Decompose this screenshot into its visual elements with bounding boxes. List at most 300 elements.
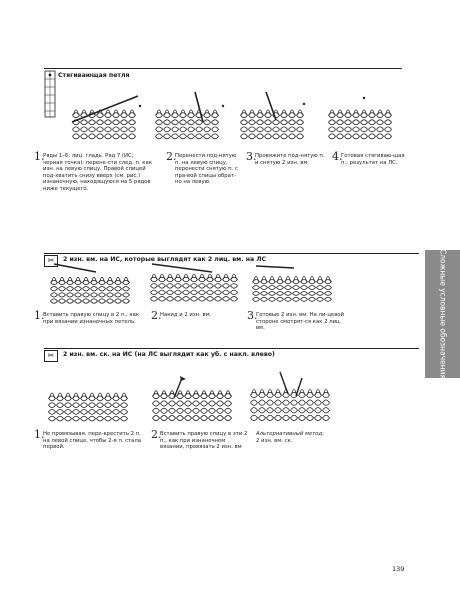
knit-stitch bbox=[353, 127, 360, 132]
knit-stitch bbox=[273, 127, 280, 132]
knit-stitch bbox=[196, 120, 203, 125]
needle-loop bbox=[194, 391, 199, 396]
knit-stitch bbox=[105, 134, 112, 139]
needle-loop bbox=[330, 110, 335, 115]
chapter-side-tab-label: Сложные условные обозначения bbox=[438, 248, 447, 380]
knit-stitch bbox=[289, 127, 296, 132]
needle-loop bbox=[213, 110, 218, 115]
knit-stitch bbox=[75, 299, 82, 303]
knit-stitch bbox=[81, 409, 88, 414]
knit-stitch bbox=[164, 127, 171, 132]
needle-loop bbox=[298, 110, 303, 115]
s2-step-3: 3. Готовые 2 изн. вм. На ли-цевой стороне смотрят-ся как 2 лиц. вм. bbox=[247, 309, 344, 332]
knit-stitch bbox=[317, 285, 324, 289]
knit-stitch bbox=[385, 134, 392, 139]
needle-loop bbox=[162, 391, 167, 396]
knit-stitch bbox=[217, 408, 224, 413]
knit-stitch bbox=[113, 409, 120, 414]
knit-stitch bbox=[67, 299, 74, 303]
needle-loop bbox=[98, 393, 103, 398]
knit-stitch bbox=[49, 403, 56, 408]
knit-stitch bbox=[267, 400, 274, 405]
knit-stitch bbox=[97, 416, 104, 421]
knit-stitch bbox=[201, 416, 208, 421]
knit-stitch bbox=[193, 408, 200, 413]
knit-stitch bbox=[185, 408, 192, 413]
knit-stitch bbox=[241, 127, 248, 132]
needle-loop bbox=[218, 391, 223, 396]
knit-stitch bbox=[89, 409, 96, 414]
knit-stitch bbox=[83, 293, 90, 297]
knit-stitch bbox=[241, 120, 248, 125]
needle-loop bbox=[208, 274, 213, 279]
s3-step-1: 1. Не провязывая, пере-крестить 2 п. на левой спице, чтобы 2-я п. стала первой. bbox=[34, 428, 142, 451]
knit-stitch bbox=[265, 127, 272, 132]
knit-stitch bbox=[107, 287, 114, 291]
s3-step-2: 2. Вставить правую спицу в эти 2 п., как при изнаночном вязании, провязать 2 изн. вм bbox=[151, 428, 248, 451]
needle-loop bbox=[200, 274, 205, 279]
needle-loop bbox=[84, 277, 89, 282]
knit-stitch bbox=[129, 134, 136, 139]
knit-stitch bbox=[251, 415, 258, 420]
needle-loop bbox=[74, 393, 79, 398]
knit-stitch bbox=[105, 409, 112, 414]
knit-stitch bbox=[273, 120, 280, 125]
knit-stitch bbox=[293, 285, 300, 289]
knit-stitch bbox=[65, 409, 72, 414]
illustration-s1-1 bbox=[72, 92, 142, 144]
knit-stitch bbox=[299, 400, 306, 405]
knit-stitch bbox=[201, 408, 208, 413]
knit-stitch bbox=[275, 408, 282, 413]
knit-stitch bbox=[91, 299, 98, 303]
knit-stitch bbox=[297, 127, 304, 132]
knit-stitch bbox=[113, 416, 120, 421]
needle-loop bbox=[189, 110, 194, 115]
knit-stitch bbox=[289, 134, 296, 139]
knit-stitch bbox=[281, 120, 288, 125]
needle-loop bbox=[58, 393, 63, 398]
s2-step-2: 2. Накид и 2 изн. вм. bbox=[151, 309, 212, 322]
knit-stitch bbox=[193, 416, 200, 421]
s3-alt bbox=[256, 431, 356, 444]
knit-stitch bbox=[207, 290, 214, 295]
illustration-s1-3 bbox=[240, 92, 310, 144]
knit-stitch bbox=[73, 403, 80, 408]
needle-loop bbox=[122, 393, 127, 398]
knit-stitch bbox=[209, 416, 216, 421]
knit-stitch bbox=[172, 120, 179, 125]
knit-stitch bbox=[151, 290, 158, 295]
knit-stitch bbox=[191, 290, 198, 295]
needle-loop bbox=[370, 110, 375, 115]
knit-stitch bbox=[267, 415, 274, 420]
s1-step-4: 4. Готовая стягиваю-щая п.; результат на ЛС. bbox=[332, 150, 405, 166]
knit-stitch bbox=[199, 290, 206, 295]
knit-stitch bbox=[377, 134, 384, 139]
knit-stitch bbox=[51, 299, 58, 303]
knit-stitch bbox=[89, 403, 96, 408]
knit-stitch bbox=[89, 120, 96, 125]
needle-loop bbox=[262, 276, 267, 281]
knit-stitch bbox=[83, 299, 90, 303]
knit-stitch bbox=[105, 120, 112, 125]
illustration-s3-3 bbox=[250, 370, 330, 426]
knit-stitch bbox=[193, 401, 200, 406]
needle-loop bbox=[124, 277, 129, 282]
knit-stitch bbox=[180, 134, 187, 139]
top-rule bbox=[44, 68, 402, 69]
knit-stitch bbox=[291, 400, 298, 405]
knit-stitch bbox=[301, 297, 308, 301]
needle-loop bbox=[242, 110, 247, 115]
knit-stitch bbox=[249, 134, 256, 139]
knit-stitch bbox=[81, 134, 88, 139]
needle-loop bbox=[76, 277, 81, 282]
knit-stitch bbox=[180, 120, 187, 125]
scissors-icon: ✂ bbox=[44, 255, 58, 267]
knit-stitch bbox=[361, 120, 368, 125]
needle-loop bbox=[74, 110, 79, 115]
knit-stitch bbox=[49, 416, 56, 421]
needle-loop bbox=[92, 277, 97, 282]
needle-loop bbox=[106, 393, 111, 398]
knit-stitch bbox=[323, 400, 330, 405]
knit-stitch bbox=[172, 134, 179, 139]
knit-stitch bbox=[297, 120, 304, 125]
knit-stitch bbox=[361, 127, 368, 132]
knit-stitch bbox=[249, 120, 256, 125]
needle-loop bbox=[176, 274, 181, 279]
needle-loop bbox=[168, 274, 173, 279]
knit-stitch bbox=[75, 287, 82, 291]
knit-stitch bbox=[215, 290, 222, 295]
needle-loop bbox=[66, 393, 71, 398]
knit-stitch bbox=[97, 403, 104, 408]
needle-loop bbox=[354, 110, 359, 115]
knit-stitch bbox=[121, 127, 128, 132]
knit-stitch bbox=[353, 134, 360, 139]
knit-stitch bbox=[283, 415, 290, 420]
knit-stitch bbox=[89, 134, 96, 139]
needle-loop bbox=[173, 110, 178, 115]
knit-stitch bbox=[159, 297, 166, 302]
knit-stitch bbox=[191, 284, 198, 289]
scissors-icon: ✂ bbox=[44, 350, 58, 362]
knit-stitch bbox=[180, 127, 187, 132]
knit-stitch bbox=[81, 120, 88, 125]
knit-stitch bbox=[212, 120, 219, 125]
knit-stitch bbox=[231, 290, 238, 295]
knit-stitch bbox=[167, 297, 174, 302]
s1-step-2: 2. Перенести под-нятую п. на левую спицу, перенести снятую п. с пра-вой спицы обрат-но на левую. bbox=[166, 150, 238, 186]
knit-stitch bbox=[251, 408, 258, 413]
knit-stitch bbox=[225, 401, 232, 406]
knit-stitch bbox=[121, 409, 128, 414]
section1-title: Стягивающая петля bbox=[58, 72, 130, 79]
illustration-s1-4 bbox=[328, 92, 398, 144]
knit-stitch bbox=[265, 134, 272, 139]
knit-stitch bbox=[121, 416, 128, 421]
knit-stitch bbox=[67, 287, 74, 291]
page-number: 139 bbox=[392, 565, 405, 573]
knit-stitch bbox=[261, 297, 268, 301]
knit-stitch bbox=[345, 134, 352, 139]
knit-stitch bbox=[325, 297, 332, 301]
knit-stitch bbox=[369, 134, 376, 139]
knit-stitch bbox=[329, 134, 336, 139]
knit-stitch bbox=[277, 285, 284, 289]
knit-stitch bbox=[291, 415, 298, 420]
needle-loop bbox=[266, 110, 271, 115]
knit-stitch bbox=[97, 120, 104, 125]
needle-loop bbox=[378, 110, 383, 115]
knit-stitch bbox=[183, 284, 190, 289]
needle-loop bbox=[130, 110, 135, 115]
knit-stitch bbox=[385, 127, 392, 132]
knit-stitch bbox=[257, 127, 264, 132]
knit-stitch bbox=[191, 297, 198, 302]
knit-stitch bbox=[299, 408, 306, 413]
needle-loop bbox=[362, 110, 367, 115]
knit-stitch bbox=[223, 290, 230, 295]
knit-stitch bbox=[121, 403, 128, 408]
knit-stitch bbox=[73, 127, 80, 132]
needle-loop bbox=[122, 110, 127, 115]
knit-stitch bbox=[369, 120, 376, 125]
knit-stitch bbox=[123, 293, 130, 297]
knit-stitch bbox=[293, 297, 300, 301]
knit-stitch bbox=[121, 120, 128, 125]
knit-stitch bbox=[385, 120, 392, 125]
knit-stitch bbox=[309, 297, 316, 301]
knit-stitch bbox=[317, 291, 324, 295]
knit-stitch bbox=[225, 408, 232, 413]
knit-stitch bbox=[185, 401, 192, 406]
knit-stitch bbox=[209, 401, 216, 406]
knit-stitch bbox=[269, 297, 276, 301]
knit-stitch bbox=[113, 134, 120, 139]
knit-stitch bbox=[129, 120, 136, 125]
knit-stitch bbox=[204, 120, 211, 125]
knit-stitch bbox=[225, 416, 232, 421]
needle-loop bbox=[82, 393, 87, 398]
knit-stitch bbox=[51, 293, 58, 297]
knit-stitch bbox=[309, 291, 316, 295]
knit-stitch bbox=[267, 408, 274, 413]
knit-stitch bbox=[107, 299, 114, 303]
knit-stitch bbox=[345, 127, 352, 132]
knit-stitch bbox=[207, 284, 214, 289]
knit-stitch bbox=[204, 134, 211, 139]
knit-stitch bbox=[377, 127, 384, 132]
knit-stitch bbox=[65, 403, 72, 408]
knit-stitch bbox=[89, 416, 96, 421]
knit-stitch bbox=[167, 284, 174, 289]
needle-loop bbox=[114, 110, 119, 115]
knit-stitch bbox=[123, 287, 130, 291]
needle-loop bbox=[302, 276, 307, 281]
knit-stitch bbox=[377, 120, 384, 125]
knit-stitch bbox=[113, 403, 120, 408]
knit-stitch bbox=[167, 290, 174, 295]
section2-title: 2 изн. вм. на ИС, которые выглядят как 2 лиц. вм. на ЛС bbox=[63, 256, 267, 263]
knit-stitch bbox=[253, 291, 260, 295]
illustration-s2-3 bbox=[252, 262, 334, 306]
needle-loop bbox=[160, 274, 165, 279]
knit-stitch bbox=[97, 134, 104, 139]
knit-stitch bbox=[323, 408, 330, 413]
knit-stitch bbox=[73, 134, 80, 139]
knit-stitch bbox=[83, 287, 90, 291]
knit-stitch bbox=[121, 134, 128, 139]
needle-loop bbox=[250, 110, 255, 115]
knit-stitch bbox=[59, 299, 66, 303]
knit-stitch bbox=[337, 134, 344, 139]
knit-stitch bbox=[283, 400, 290, 405]
knit-stitch bbox=[73, 409, 80, 414]
knit-stitch bbox=[115, 299, 122, 303]
knit-stitch bbox=[217, 401, 224, 406]
knit-stitch bbox=[285, 297, 292, 301]
knit-stitch bbox=[283, 408, 290, 413]
chart-symbol-icon bbox=[44, 70, 56, 118]
needle-loop bbox=[338, 110, 343, 115]
knit-stitch bbox=[91, 287, 98, 291]
knit-stitch bbox=[156, 134, 163, 139]
knit-stitch bbox=[231, 284, 238, 289]
knit-stitch bbox=[57, 403, 64, 408]
knit-stitch bbox=[329, 127, 336, 132]
knit-stitch bbox=[217, 416, 224, 421]
knit-stitch bbox=[169, 408, 176, 413]
s2-step-1: 1. Вставить правую спицу в 2 п., как при вязании изнаночных петель. bbox=[34, 309, 140, 325]
knit-stitch bbox=[51, 287, 58, 291]
needle-loop bbox=[181, 110, 186, 115]
illustration-s2-2 bbox=[150, 258, 238, 306]
knit-stitch bbox=[209, 408, 216, 413]
knit-stitch bbox=[307, 408, 314, 413]
knit-stitch bbox=[185, 416, 192, 421]
knit-stitch bbox=[361, 134, 368, 139]
needle-loop bbox=[346, 110, 351, 115]
knit-stitch bbox=[161, 408, 168, 413]
knit-stitch bbox=[253, 285, 260, 289]
knit-stitch bbox=[115, 293, 122, 297]
knit-stitch bbox=[177, 416, 184, 421]
knit-stitch bbox=[57, 409, 64, 414]
knit-stitch bbox=[293, 291, 300, 295]
knit-stitch bbox=[269, 291, 276, 295]
knit-stitch bbox=[169, 401, 176, 406]
knit-stitch bbox=[129, 127, 136, 132]
knit-stitch bbox=[277, 297, 284, 301]
needle-loop bbox=[106, 110, 111, 115]
knit-stitch bbox=[337, 120, 344, 125]
knit-stitch bbox=[159, 290, 166, 295]
needle-loop bbox=[170, 391, 175, 396]
needle-loop bbox=[205, 110, 210, 115]
knit-stitch bbox=[251, 400, 258, 405]
knit-stitch bbox=[161, 416, 168, 421]
knit-stitch bbox=[105, 403, 112, 408]
knit-stitch bbox=[207, 297, 214, 302]
knit-stitch bbox=[275, 400, 282, 405]
knit-stitch bbox=[153, 401, 160, 406]
needle-loop bbox=[270, 276, 275, 281]
knit-stitch bbox=[97, 409, 104, 414]
needle-loop bbox=[100, 277, 105, 282]
needle-loop bbox=[82, 110, 87, 115]
needle-loop bbox=[326, 276, 331, 281]
knit-stitch bbox=[345, 120, 352, 125]
needle-loop bbox=[278, 276, 283, 281]
knit-stitch bbox=[49, 409, 56, 414]
needle-loop bbox=[192, 274, 197, 279]
knit-stitch bbox=[175, 297, 182, 302]
knit-stitch bbox=[212, 127, 219, 132]
knit-stitch bbox=[329, 120, 336, 125]
knit-stitch bbox=[199, 297, 206, 302]
knit-stitch bbox=[204, 127, 211, 132]
needle-loop bbox=[232, 274, 237, 279]
knit-stitch bbox=[188, 134, 195, 139]
section3-title: 2 изн. вм. ск. на ИС (на ЛС выглядит как уб. с накл. влево) bbox=[63, 351, 275, 358]
knit-stitch bbox=[309, 285, 316, 289]
knit-stitch bbox=[325, 285, 332, 289]
alt-method-text: 2 изн. вм. ск. bbox=[256, 437, 293, 444]
illustration-s3-2 bbox=[152, 372, 232, 426]
knit-stitch bbox=[107, 293, 114, 297]
section3-rule bbox=[44, 348, 419, 349]
knit-stitch bbox=[105, 127, 112, 132]
knit-stitch bbox=[261, 291, 268, 295]
illustration-s1-2 bbox=[155, 92, 225, 144]
needle-loop bbox=[310, 276, 315, 281]
needle-loop bbox=[216, 274, 221, 279]
chapter-side-tab bbox=[425, 250, 460, 378]
knit-stitch bbox=[153, 416, 160, 421]
knit-stitch bbox=[231, 297, 238, 302]
knit-stitch bbox=[65, 416, 72, 421]
needle-loop bbox=[157, 110, 162, 115]
needle-loop bbox=[68, 277, 73, 282]
knit-stitch bbox=[67, 293, 74, 297]
knit-stitch bbox=[273, 134, 280, 139]
knit-stitch bbox=[315, 408, 322, 413]
knit-stitch bbox=[151, 284, 158, 289]
section2-rule bbox=[44, 253, 419, 254]
needle-loop bbox=[254, 276, 259, 281]
knit-stitch bbox=[161, 401, 168, 406]
needle-loop bbox=[114, 393, 119, 398]
needle-loop bbox=[290, 110, 295, 115]
knit-stitch bbox=[91, 293, 98, 297]
needle-loop bbox=[178, 391, 183, 396]
knit-stitch bbox=[277, 291, 284, 295]
needle-loop bbox=[108, 277, 113, 282]
needle-loop bbox=[90, 393, 95, 398]
knit-stitch bbox=[307, 415, 314, 420]
knit-stitch bbox=[337, 127, 344, 132]
knit-stitch bbox=[215, 297, 222, 302]
knit-stitch bbox=[99, 287, 106, 291]
knit-stitch bbox=[301, 285, 308, 289]
knit-stitch bbox=[196, 127, 203, 132]
knit-stitch bbox=[156, 127, 163, 132]
knit-stitch bbox=[275, 415, 282, 420]
knit-stitch bbox=[307, 400, 314, 405]
